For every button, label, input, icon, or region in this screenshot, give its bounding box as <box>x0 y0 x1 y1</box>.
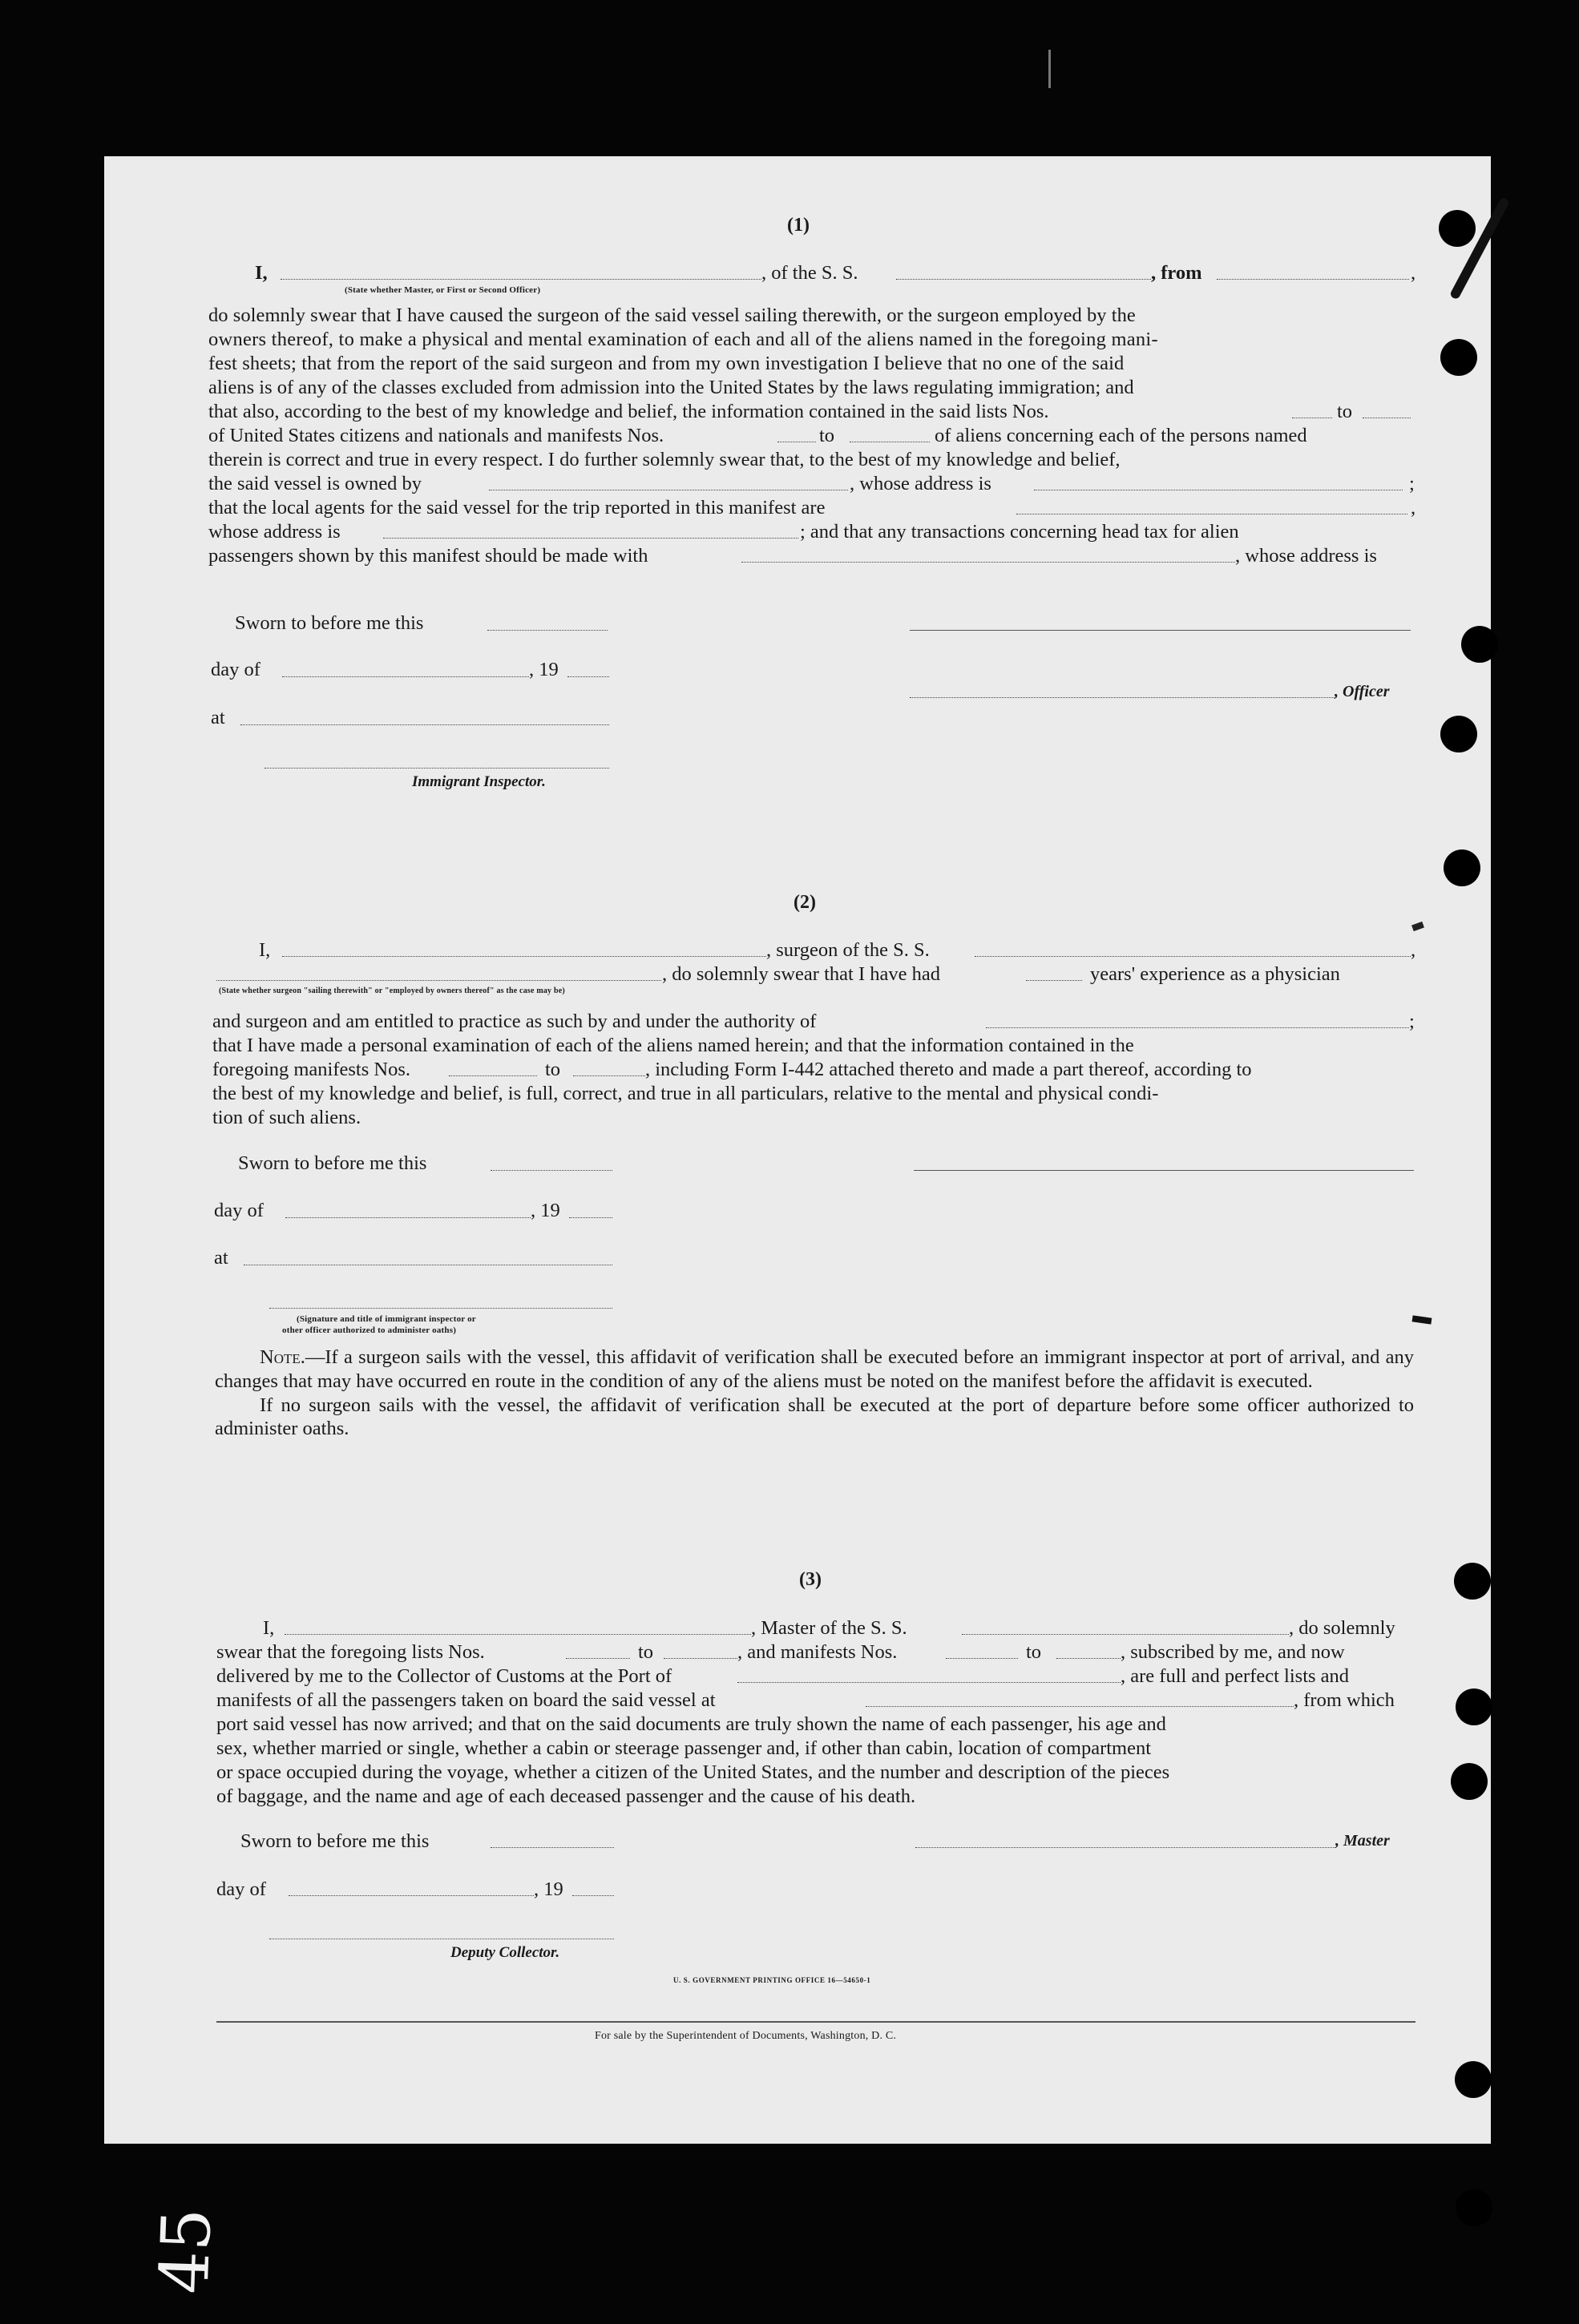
s1-head-tax-field[interactable] <box>741 562 1235 563</box>
s2-body-line: that I have made a personal examination of each of the aliens named herein; and that the information contained in the <box>212 1035 1134 1056</box>
s3-to-label-2: to <box>1026 1641 1042 1663</box>
s2-surgeon-name-field[interactable] <box>282 956 766 957</box>
s1-whose-address: , whose address is <box>850 473 991 494</box>
s1-body-line: that also, according to the best of my knowledge and belief, the information contained in the said lists Nos. <box>208 401 1049 422</box>
s1-body-line: do solemnly swear that I have caused the surgeon of the said vessel sailing therewith, or the surgeon employed by the <box>208 305 1136 326</box>
s1-vessel-field[interactable] <box>896 279 1151 280</box>
s2-body-line: tion of such aliens. <box>212 1107 361 1128</box>
s1-officer-signature-field[interactable] <box>910 697 1335 698</box>
s3-to-label: to <box>638 1641 654 1663</box>
s3-manifests-to-field[interactable] <box>1056 1658 1121 1659</box>
s2-including: , including Form I-442 attached thereto and made a part thereof, according to <box>645 1059 1252 1080</box>
s1-line1-end: , <box>1411 262 1416 284</box>
s1-sworn-label: Sworn to before me this <box>235 612 424 634</box>
s1-officer-label: , Officer <box>1335 683 1390 700</box>
s3-solemnly-label: , do solemnly <box>1289 1617 1395 1639</box>
s1-body-line: of United States citizens and nationals and manifests Nos. <box>208 425 664 446</box>
s3-lists-from-field[interactable] <box>566 1658 630 1659</box>
s1-head-tax: ; and that any transactions concerning head tax for alien <box>800 521 1239 543</box>
s1-body-line: that the local agents for the said vessel for the trip reported in this manifest are <box>208 497 826 518</box>
s3-manifests-from-field[interactable] <box>946 1658 1018 1659</box>
s1-day-field[interactable] <box>282 676 529 677</box>
s1-inspector-label: Immigrant Inspector. <box>412 773 546 790</box>
s2-sworn-label: Sworn to before me this <box>238 1152 427 1174</box>
s3-delivered-label: delivered by me to the Collector of Customs at the Port of <box>216 1665 672 1687</box>
s1-body-line: fest sheets; that from the report of the said surgeon and from my own investigation I believe that no one of the said <box>208 353 1125 374</box>
s2-manifests-from-field[interactable] <box>449 1075 537 1076</box>
s1-day-of-label: day of <box>211 659 260 680</box>
punch-hole <box>1456 2189 1492 2226</box>
s1-of-ss-label: , of the S. S. <box>761 262 858 284</box>
s2-note <box>215 1346 1414 1441</box>
s2-note-text: —If a surgeon sails with the vessel, this affidavit of verification shall be executed before an immigrant inspector at port of arrival, and any changes that may have occurred en route in the condition of any of the aliens must be noted on the manifest before the affidavit is executed. <box>215 1346 1414 1392</box>
s3-master-sig-label: , Master <box>1335 1832 1390 1850</box>
s3-from-which-label: , from which <box>1294 1689 1395 1711</box>
s2-vessel-field[interactable] <box>975 956 1411 957</box>
sale-notice: For sale by the Superintendent of Documents, Washington, D. C. <box>595 2030 897 2042</box>
s2-at-label: at <box>214 1247 228 1269</box>
s2-swear-label: , do solemnly swear that I have had <box>662 963 940 985</box>
section-1-heading: (1) <box>787 215 810 236</box>
s2-year-field[interactable] <box>569 1217 612 1218</box>
s3-subscribed-label: , subscribed by me, and now <box>1121 1641 1345 1663</box>
s3-body-line: sex, whether married or single, whether a cabin or steerage passenger and, if other than cabin, location of compartment <box>216 1737 1152 1759</box>
s1-semicolon: ; <box>1409 473 1415 494</box>
s1-body-line: aliens is of any of the classes excluded from admission into the United States by the laws regulating immigration; and <box>208 377 1134 398</box>
s3-swear-label: swear that the foregoing lists Nos. <box>216 1641 485 1663</box>
s2-authority-field[interactable] <box>986 1027 1409 1028</box>
s1-sworn-date-field[interactable] <box>487 630 608 631</box>
s3-day-field[interactable] <box>289 1895 534 1896</box>
section-3-heading: (3) <box>799 1569 822 1590</box>
s1-body-line: whose address is <box>208 521 341 543</box>
s3-master-name-field[interactable] <box>285 1634 751 1635</box>
s2-sailing-field[interactable] <box>216 980 661 981</box>
s3-deputy-label: Deputy Collector. <box>450 1944 560 1961</box>
s1-comma: , <box>1411 497 1416 518</box>
s1-officer-rank-field[interactable] <box>281 279 761 280</box>
footer-rule <box>216 2021 1415 2023</box>
s3-master-label: , Master of the S. S. <box>751 1617 907 1639</box>
punch-hole <box>1439 210 1476 247</box>
s2-surgeon-label: , surgeon of the S. S. <box>766 939 930 961</box>
printing-office-imprint: U. S. GOVERNMENT PRINTING OFFICE 16—54650-1 <box>673 1976 871 1984</box>
punch-hole <box>1444 849 1480 886</box>
s1-body-line: the said vessel is owned by <box>208 473 422 494</box>
s1-signature-line[interactable] <box>910 630 1411 631</box>
s1-at-field[interactable] <box>240 724 609 725</box>
s3-body-line: or space occupied during the voyage, whether a citizen of the United States, and the number and description of the pieces <box>216 1761 1170 1783</box>
s1-at-label: at <box>211 707 225 728</box>
s3-day-of-label: day of <box>216 1878 266 1900</box>
s2-signature-caption: (Signature and title of immigrant inspector or <box>297 1314 476 1324</box>
s2-note-label: Note. <box>260 1346 305 1368</box>
s3-and-manifests-label: , and manifests Nos. <box>737 1641 898 1663</box>
s2-line1-end: , <box>1411 939 1416 961</box>
punch-hole <box>1461 626 1498 663</box>
s1-year-label: , 19 <box>529 659 559 680</box>
punch-hole <box>1455 2061 1492 2098</box>
s2-to-label: to <box>545 1059 561 1080</box>
s2-sailing-caption: (State whether surgeon "sailing therewith" or "employed by owners thereof" as the case may be) <box>219 986 565 995</box>
s2-signature-caption: other officer authorized to administer oaths) <box>282 1325 457 1335</box>
s1-of-aliens: of aliens concerning each of the persons named <box>935 425 1307 446</box>
s2-day-of-label: day of <box>214 1200 264 1221</box>
s3-sworn-date-field[interactable] <box>491 1847 614 1848</box>
s2-body-line: and surgeon and am entitled to practice as such by and under the authority of <box>212 1011 817 1032</box>
s2-body-line: the best of my knowledge and belief, is full, correct, and true in all particulars, relative to the mental and physical condi- <box>212 1083 1159 1104</box>
s1-to-label: to <box>819 425 835 446</box>
s3-manifests-label: manifests of all the passengers taken on board the said vessel at <box>216 1689 716 1711</box>
s2-semicolon: ; <box>1409 1011 1415 1032</box>
section-2-heading: (2) <box>794 892 816 913</box>
s1-year-field[interactable] <box>567 676 609 677</box>
punch-hole <box>1451 1763 1488 1800</box>
s2-day-field[interactable] <box>285 1217 531 1218</box>
s2-manifests-to-field[interactable] <box>573 1075 645 1076</box>
s3-lists-to-field[interactable] <box>664 1658 737 1659</box>
punch-hole <box>1454 1563 1491 1600</box>
s1-from-label: , from <box>1151 262 1202 284</box>
handwritten-number: 45 <box>144 2206 227 2296</box>
s2-sworn-date-field[interactable] <box>491 1170 612 1171</box>
s1-line-i <box>255 261 268 285</box>
s1-i-label: I, <box>255 262 268 284</box>
s3-vessel-field[interactable] <box>962 1634 1289 1635</box>
s1-inspector-signature-field[interactable] <box>265 768 609 769</box>
s3-sworn-label: Sworn to before me this <box>240 1830 430 1852</box>
s1-whose-address-end: , whose address is <box>1235 545 1377 567</box>
s1-body-line: owners thereof, to make a physical and mental examination of each and all of the aliens named in the foregoing mani- <box>208 329 1158 350</box>
punch-hole <box>1456 1689 1492 1725</box>
s1-agents-address-field[interactable] <box>383 538 798 539</box>
s2-note2-text: If no surgeon sails with the vessel, the affidavit of verification shall be executed at the port of departure before some officer authorized to administer oaths. <box>215 1394 1414 1440</box>
punch-hole <box>1440 339 1477 376</box>
s3-i-label: I, <box>263 1617 275 1639</box>
s2-years-label: years' experience as a physician <box>1090 963 1340 985</box>
s3-embark-port-field[interactable] <box>866 1706 1294 1707</box>
s3-body-line: of baggage, and the name and age of each deceased passenger and the cause of his death. <box>216 1785 916 1807</box>
s1-from-field[interactable] <box>1217 279 1409 280</box>
s2-i-label: I, <box>259 939 271 961</box>
s2-year-label: , 19 <box>531 1200 560 1221</box>
s3-year-field[interactable] <box>572 1895 614 1896</box>
s2-signature-line[interactable] <box>914 1170 1414 1171</box>
s1-rank-caption: (State whether Master, or First or Second Officer) <box>345 285 541 295</box>
s2-inspector-signature-field[interactable] <box>269 1308 612 1309</box>
s3-body-line: port said vessel has now arrived; and that on the said documents are truly shown the name of each passenger, his age and <box>216 1713 1166 1735</box>
s3-year-label: , 19 <box>534 1878 563 1900</box>
s2-years-field[interactable] <box>1026 980 1082 981</box>
punch-hole <box>1440 716 1477 752</box>
s3-master-signature-field[interactable] <box>915 1847 1335 1848</box>
s1-body-line: passengers shown by this manifest should be made with <box>208 545 648 567</box>
s2-body-line: foregoing manifests Nos. <box>212 1059 410 1080</box>
s1-to-label: to <box>1337 401 1353 422</box>
stray-mark <box>1048 50 1051 88</box>
s1-body-line: therein is correct and true in every respect. I do further solemnly swear that, to the best of my knowledge and belief, <box>208 449 1121 470</box>
s3-port-field[interactable] <box>737 1682 1121 1683</box>
s3-full-label: , are full and perfect lists and <box>1121 1665 1350 1687</box>
